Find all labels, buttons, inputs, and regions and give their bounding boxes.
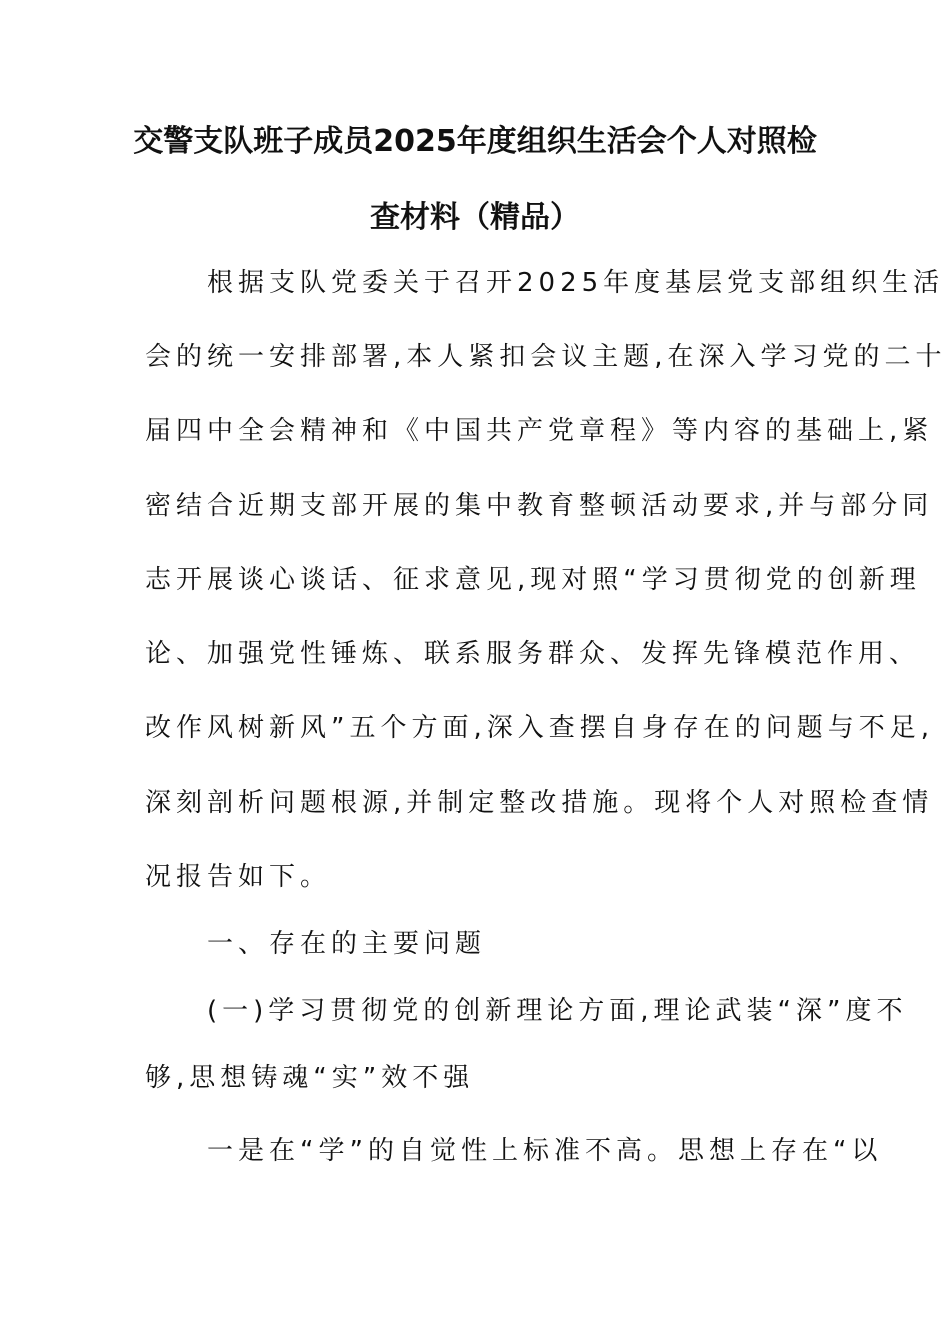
document-title-line-1: 交警支队班子成员2025年度组织生活会个人对照检 xyxy=(133,124,817,159)
subsection-heading: (一)学习贯彻党的创新理论方面,理论武装“深”度不 xyxy=(145,996,908,1026)
body-line: 志开展谈心谈话、征求意见,现对照“学习贯彻党的创新理 xyxy=(145,565,921,595)
body-line: 况报告如下。 xyxy=(145,862,332,892)
body-line: 届四中全会精神和《中国共产党章程》等内容的基础上,紧 xyxy=(145,416,934,446)
body-line: 一是在“学”的自觉性上标准不高。思想上存在“以 xyxy=(145,1136,883,1166)
body-line: 密结合近期支部开展的集中教育整顿活动要求,并与部分同 xyxy=(145,491,934,521)
document-title-line-2: 查材料（精品） xyxy=(370,200,580,235)
body-line: 改作风树新风”五个方面,深入查摆自身存在的问题与不足, xyxy=(145,713,934,743)
section-heading: 一、存在的主要问题 xyxy=(145,929,487,959)
body-line: 论、加强党性锤炼、联系服务群众、发挥先锋模范作用、 xyxy=(145,639,921,669)
body-line: 根据支队党委关于召开2025年度基层党支部组织生活 xyxy=(145,268,945,298)
body-line: 深刻剖析问题根源,并制定整改措施。现将个人对照检查情 xyxy=(145,788,934,818)
body-line: 会的统一安排部署,本人紧扣会议主题,在深入学习党的二十 xyxy=(145,342,947,372)
subsection-heading-cont: 够,思想铸魂“实”效不强 xyxy=(145,1063,475,1093)
